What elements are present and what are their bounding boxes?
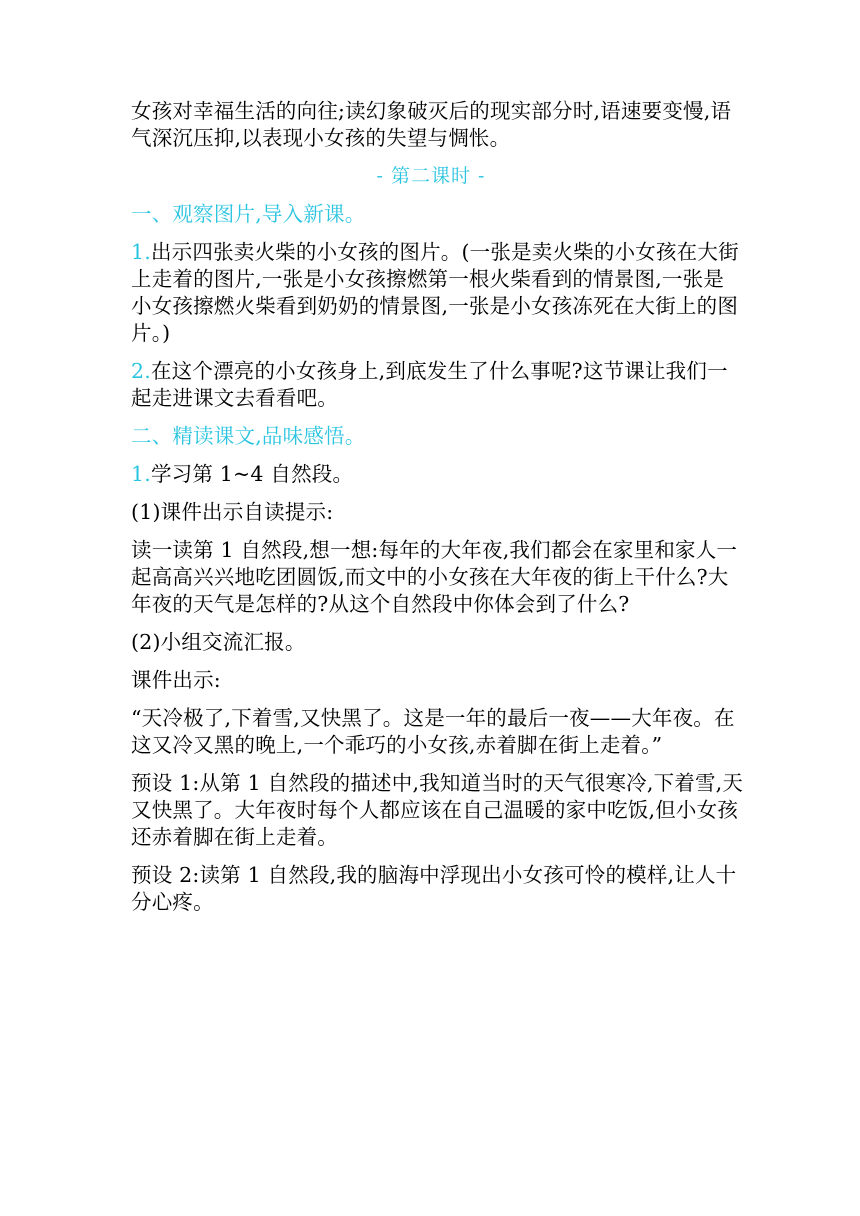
item-number: 1. [131, 462, 151, 486]
part2-item1 [131, 461, 731, 488]
text-line: 课件出示: [131, 668, 221, 692]
text-line: 气深沉压抑,以表现小女孩的失望与惆怅。 [131, 126, 511, 150]
item-text: 在这个漂亮的小女孩身上,到底发生了什么事呢?这节课让我们一 [150, 359, 728, 383]
preset-2 [131, 862, 737, 916]
item-number: 2. [131, 359, 151, 383]
text-line: 还赤着脚在街上走着。 [131, 825, 338, 849]
sub-step-1 [131, 499, 731, 526]
text-line: (1)课件出示自读提示: [131, 500, 334, 524]
preset-1 [131, 770, 744, 851]
section-heading: 一、观察图片,导入新课。 [131, 202, 366, 226]
item-text: 出示四张卖火柴的小女孩的图片。(一张是卖火柴的小女孩在大街 [150, 240, 739, 264]
text-line [131, 358, 731, 385]
text-line: 读一读第 1 自然段,想一想:每年的大年夜,我们都会在家里和家人一 [131, 538, 738, 562]
text-line: 这又冷又黑的晚上,一个乖巧的小女孩,赤着脚在街上走着。” [131, 733, 663, 757]
item-text: 学习第 1~4 自然段。 [150, 462, 354, 486]
section-heading: 二、精读课文,品味感悟。 [131, 424, 366, 448]
part2-heading-block [131, 423, 731, 450]
text-line: 分心疼。 [131, 890, 214, 914]
text-line: (2)小组交流汇报。 [131, 630, 306, 654]
text-line [131, 239, 739, 266]
text-line: 起高高兴兴地吃团圆饭,而文中的小女孩在大年夜的街上干什么?大 [131, 565, 729, 589]
text-line: 上走着的图片,一张是小女孩擦燃第一根火柴看到的情景图,一张是 [131, 267, 725, 291]
item-number: 1. [131, 240, 151, 264]
text-line: 又快黑了。大年夜时每个人都应该在自己温暖的家中吃饭,但小女孩 [131, 798, 739, 822]
text-line: 预设 1:从第 1 自然段的描述中,我知道当时的天气很寒冷,下着雪,天 [131, 771, 744, 795]
text-line: 起走进课文去看看吧。 [131, 386, 338, 410]
text-line: 预设 2:读第 1 自然段,我的脑海中浮现出小女孩可怜的模样,让人十 [131, 863, 737, 887]
quote-block [131, 705, 735, 759]
part1-heading-block [131, 201, 731, 228]
part1-item1 [131, 239, 739, 347]
document-body [131, 98, 744, 927]
intro-paragraph [131, 98, 731, 152]
text-line: 女孩对幸福生活的向往;读幻象破灭后的现实部分时,语速要变慢,语 [131, 99, 732, 123]
text-line: “天冷极了,下着雪,又快黑了。这是一年的最后一夜——大年夜。在 [131, 706, 735, 730]
part1-item2 [131, 358, 731, 412]
courseware-label-block [131, 667, 731, 694]
reading-prompt [131, 537, 738, 618]
text-line: 小女孩擦燃火柴看到奶奶的情景图,一张是小女孩冻死在大街上的图 [131, 294, 739, 318]
text-line: 年夜的天气是怎样的?从这个自然段中你体会到了什么? [131, 592, 630, 616]
section-title: - 第二课时 - [376, 165, 486, 187]
text-line [131, 461, 731, 488]
section-title-block [131, 163, 731, 190]
text-line: 片。) [131, 321, 171, 345]
sub-step-2 [131, 629, 731, 656]
